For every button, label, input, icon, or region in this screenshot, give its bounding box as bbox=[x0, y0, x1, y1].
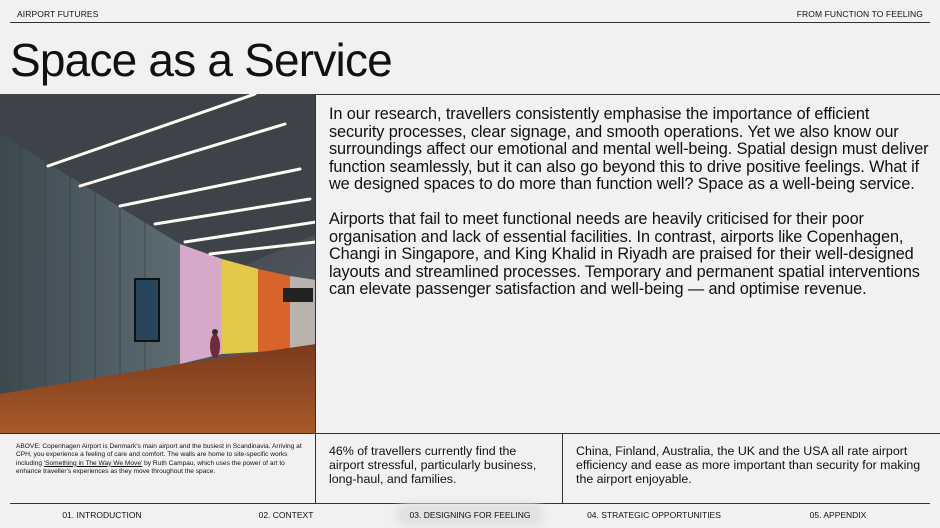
page-title: Space as a Service bbox=[10, 34, 392, 86]
nav-appendix[interactable]: 05. APPENDIX bbox=[809, 510, 867, 520]
chapter-nav bbox=[10, 505, 930, 527]
chapter-label: FROM FUNCTION TO FEELING bbox=[796, 9, 923, 19]
caption-text-after: by Ruth Campau, which uses the power of art to enhance traveller's experiences as they move throughout the space. bbox=[16, 459, 285, 475]
column-divider-2 bbox=[562, 433, 563, 504]
stat-country-ratings: China, Finland, Australia, the UK and the USA all rate airport efficiency and ease as more important than security for making the airport enjoyable. bbox=[576, 444, 921, 486]
nav-rule bbox=[10, 503, 930, 504]
nav-strategic-opportunities[interactable]: 04. STRATEGIC OPPORTUNITIES bbox=[587, 510, 721, 520]
caption-text-before: ABOVE: Copenhagen Airport is Denmark's main airport and the busiest in Scandinavia. Arriving at CPH, you experience a feeling of care and comfort. The walls are home to site-specific works including bbox=[16, 443, 302, 467]
top-rule bbox=[10, 22, 930, 23]
nav-designing-for-feeling[interactable]: 03. DESIGNING FOR FEELING bbox=[378, 505, 562, 527]
body-copy bbox=[329, 106, 929, 316]
airport-corridor-photo bbox=[0, 94, 316, 433]
bottom-section-rule bbox=[0, 433, 940, 434]
section-label: AIRPORT FUTURES bbox=[17, 9, 99, 19]
nav-introduction[interactable]: 01. INTRODUCTION bbox=[62, 510, 142, 520]
body-paragraph-1: In our research, travellers consistently emphasise the importance of efficient security processes, clear signage, and smooth operations. Yet we also know our surroundings affect our emotional and mental well-being. Spatial design must deliver function seamlessly, but it can also go beyond this to drive positive feelings. What if we designed spaces to do more than function well? Space as a well-being service. bbox=[329, 105, 929, 194]
top-bar bbox=[0, 0, 940, 24]
nav-context[interactable]: 02. CONTEXT bbox=[258, 510, 314, 520]
column-divider-1 bbox=[315, 94, 316, 504]
stat-stressful-travellers: 46% of travellers currently find the airport stressful, particularly business, long-haul, and families. bbox=[329, 444, 537, 486]
artwork-link[interactable]: 'Something in The Way We Move' bbox=[43, 459, 143, 467]
body-paragraph-2: Airports that fail to meet functional needs are heavily criticised for their poor organisation and lack of essential facilities. In contrast, airports like Copenhagen, Changi in Singapore, and King Khalid in Riyadh are praised for their well-designed layouts and streamlined processes. Temporary and permanent spatial interventions can elevate passenger satisfaction and well-being — and optimise revenue. bbox=[329, 209, 920, 299]
photo-caption bbox=[16, 443, 306, 476]
